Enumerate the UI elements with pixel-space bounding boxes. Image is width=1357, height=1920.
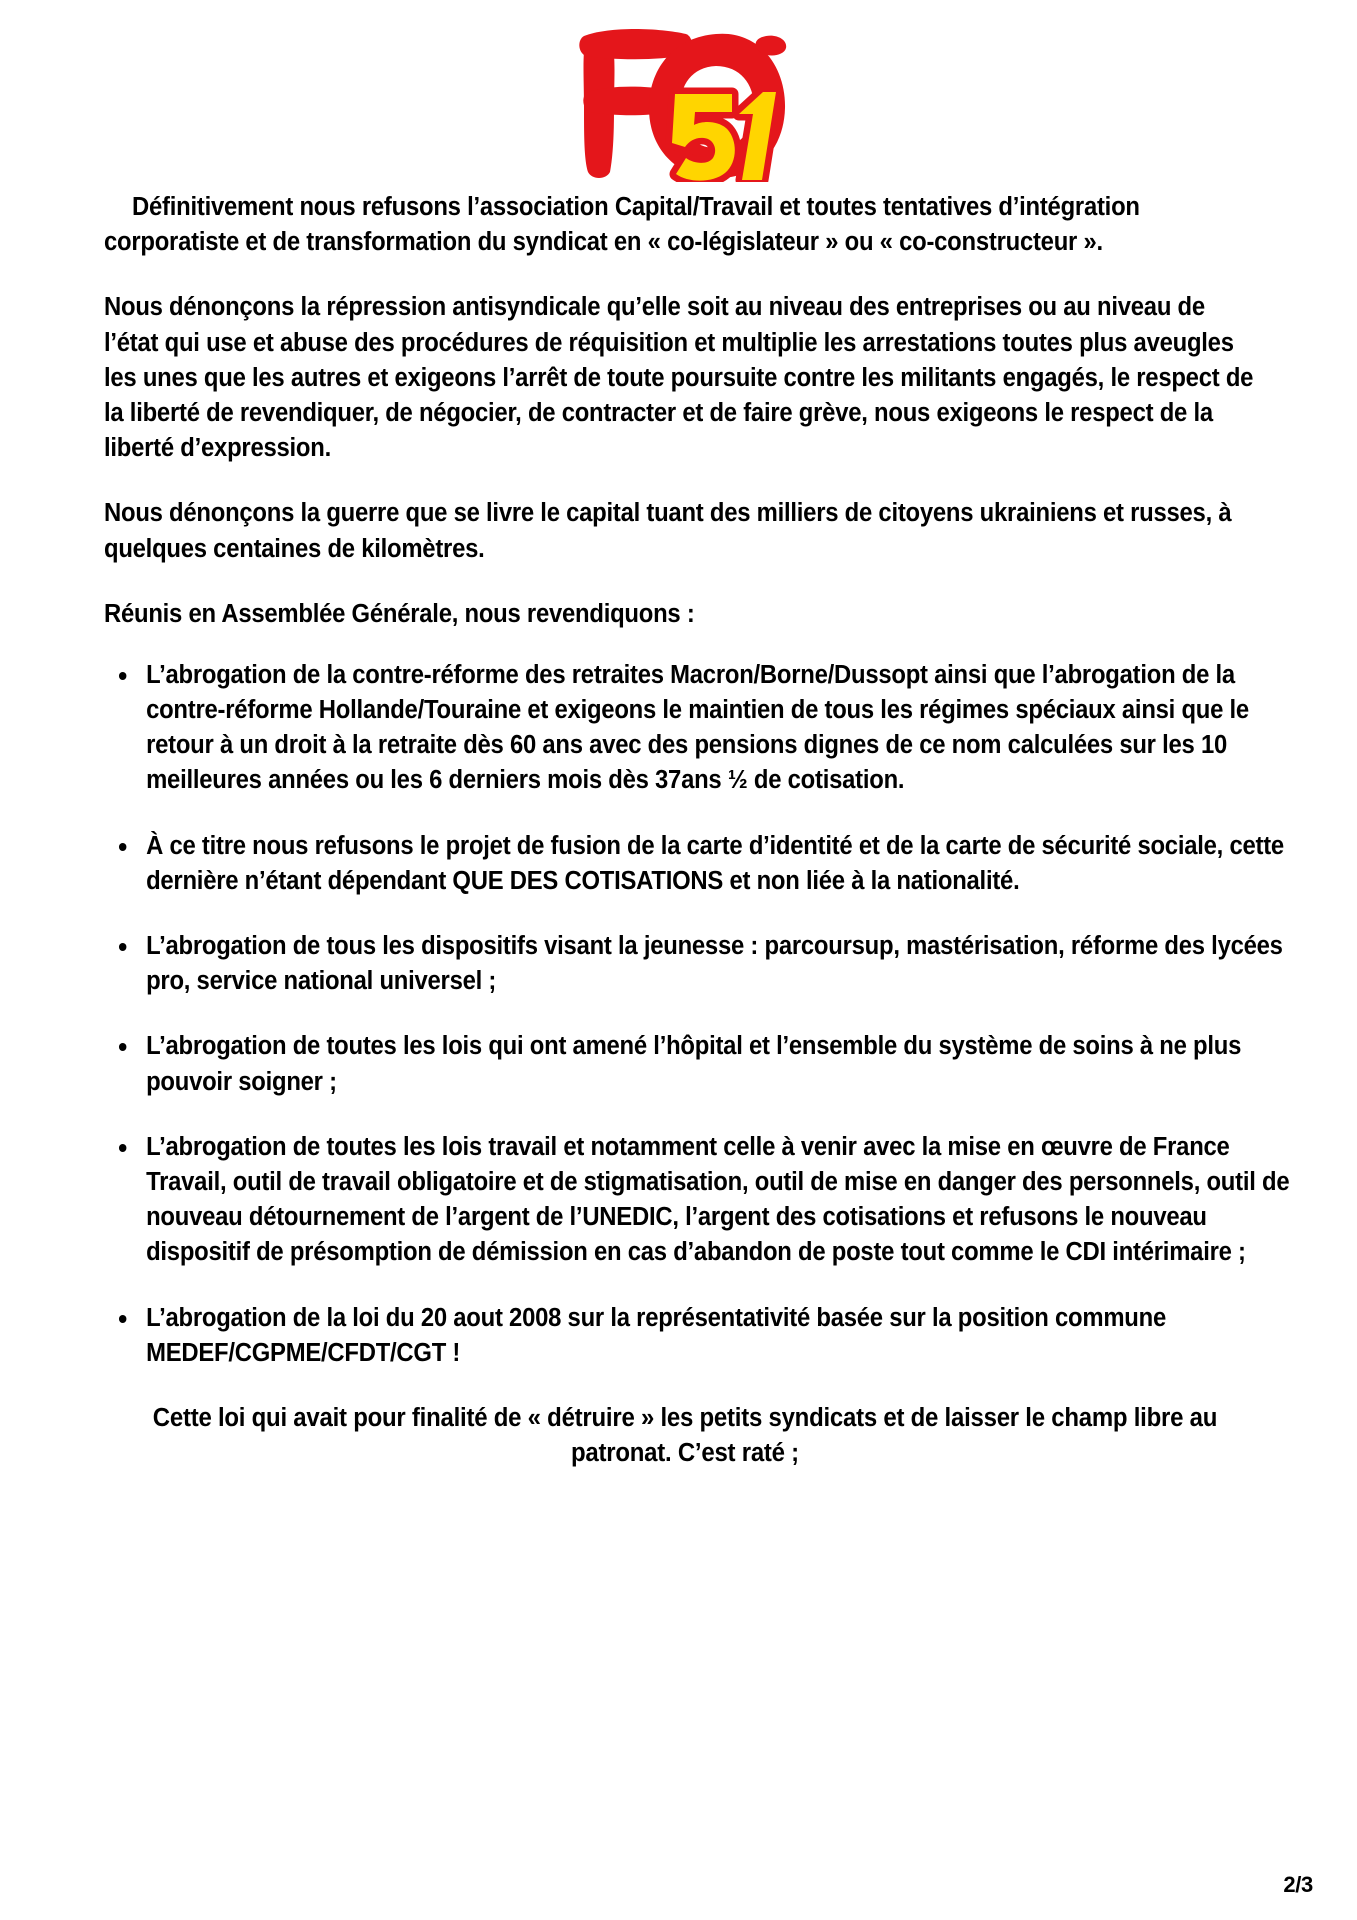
list-item-claim-carte-identite: À ce titre nous refusons le projet de fusion de la carte d’identité et de la carte de sécurité sociale, cette dernière n’étant dépendant QUE DES COTISATIONS et non liée à la nationalité. <box>104 829 1296 899</box>
revendications-list <box>104 658 1290 1371</box>
list-item-claim-lois-travail: L’abrogation de toutes les lois travail et notamment celle à venir avec la mise en œuvre de France Travail, outil de travail obligatoire et de stigmatisation, outil de mise en danger des personnels, outil de nouveau détournement de l’argent de l’UNEDIC, l’argent des cotisations et refusons le nouveau dispositif de présomption de démission en cas d’abandon de poste tout comme le CDI intérimaire ; <box>104 1130 1296 1271</box>
list-item-claim-loi-2008: L’abrogation de la loi du 20 aout 2008 sur la représentativité basée sur la position commune MEDEF/CGPME/CFDT/CGT ! <box>104 1301 1296 1371</box>
page-number: 2/3 <box>1283 1872 1313 1897</box>
logo-container <box>0 0 1357 190</box>
document-body <box>0 190 1357 1471</box>
closing-statement: Cette loi qui avait pour finalité de « détruire » les petits syndicats et de laisser le champ libre au patronat. C’est raté ; <box>152 1403 1217 1468</box>
paragraph-guerre-capital: Nous dénonçons la guerre que se livre le capital tuant des milliers de citoyens ukrainiens et russes, à quelques centaines de kilomètres. <box>104 499 1232 563</box>
paragraph-repression-antisyndicale: Nous dénonçons la répression antisyndicale qu’elle soit au niveau des entreprises ou au niveau de l’état qui use et abuse des procédures de réquisition et multiplie les arrestations toutes plus aveugles les unes que les autres et exigeons l’arrêt de toute poursuite contre les militants engagés, le respect de la liberté de revendiquer, de négocier, de contracter et de faire grève, nous exigeons le respect de la liberté d’expression. <box>104 293 1254 463</box>
list-item-claim-retraites: L’abrogation de la contre-réforme des retraites Macron/Borne/Dussopt ainsi que l’abrogation de la contre-réforme Hollande/Touraine et exigeons le maintien de tous les régimes spéciaux ainsi que le retour à un droit à la retraite dès 60 ans avec des pensions dignes de ce nom calculées sur les 10 meilleures années ou les 6 derniers mois dès 37ans ½ de cotisation. <box>104 658 1296 799</box>
lead-in-revendications: Réunis en Assemblée Générale, nous revendiquons : <box>104 599 695 628</box>
paragraph-refus-capital-travail: Définitivement nous refusons l’association Capital/Travail et toutes tentatives d’intégration corporatiste et de transformation du syndicat en « co-législateur » ou « co-constructeur ». <box>104 193 1140 257</box>
fo-51-logo <box>564 22 794 182</box>
list-item-claim-jeunesse: L’abrogation de tous les dispositifs visant la jeunesse : parcoursup, mastérisation, réforme des lycées pro, service national universel ; <box>104 929 1296 999</box>
list-item-claim-hopital: L’abrogation de toutes les lois qui ont amené l’hôpital et l’ensemble du système de soins à ne plus pouvoir soigner ; <box>104 1029 1296 1099</box>
